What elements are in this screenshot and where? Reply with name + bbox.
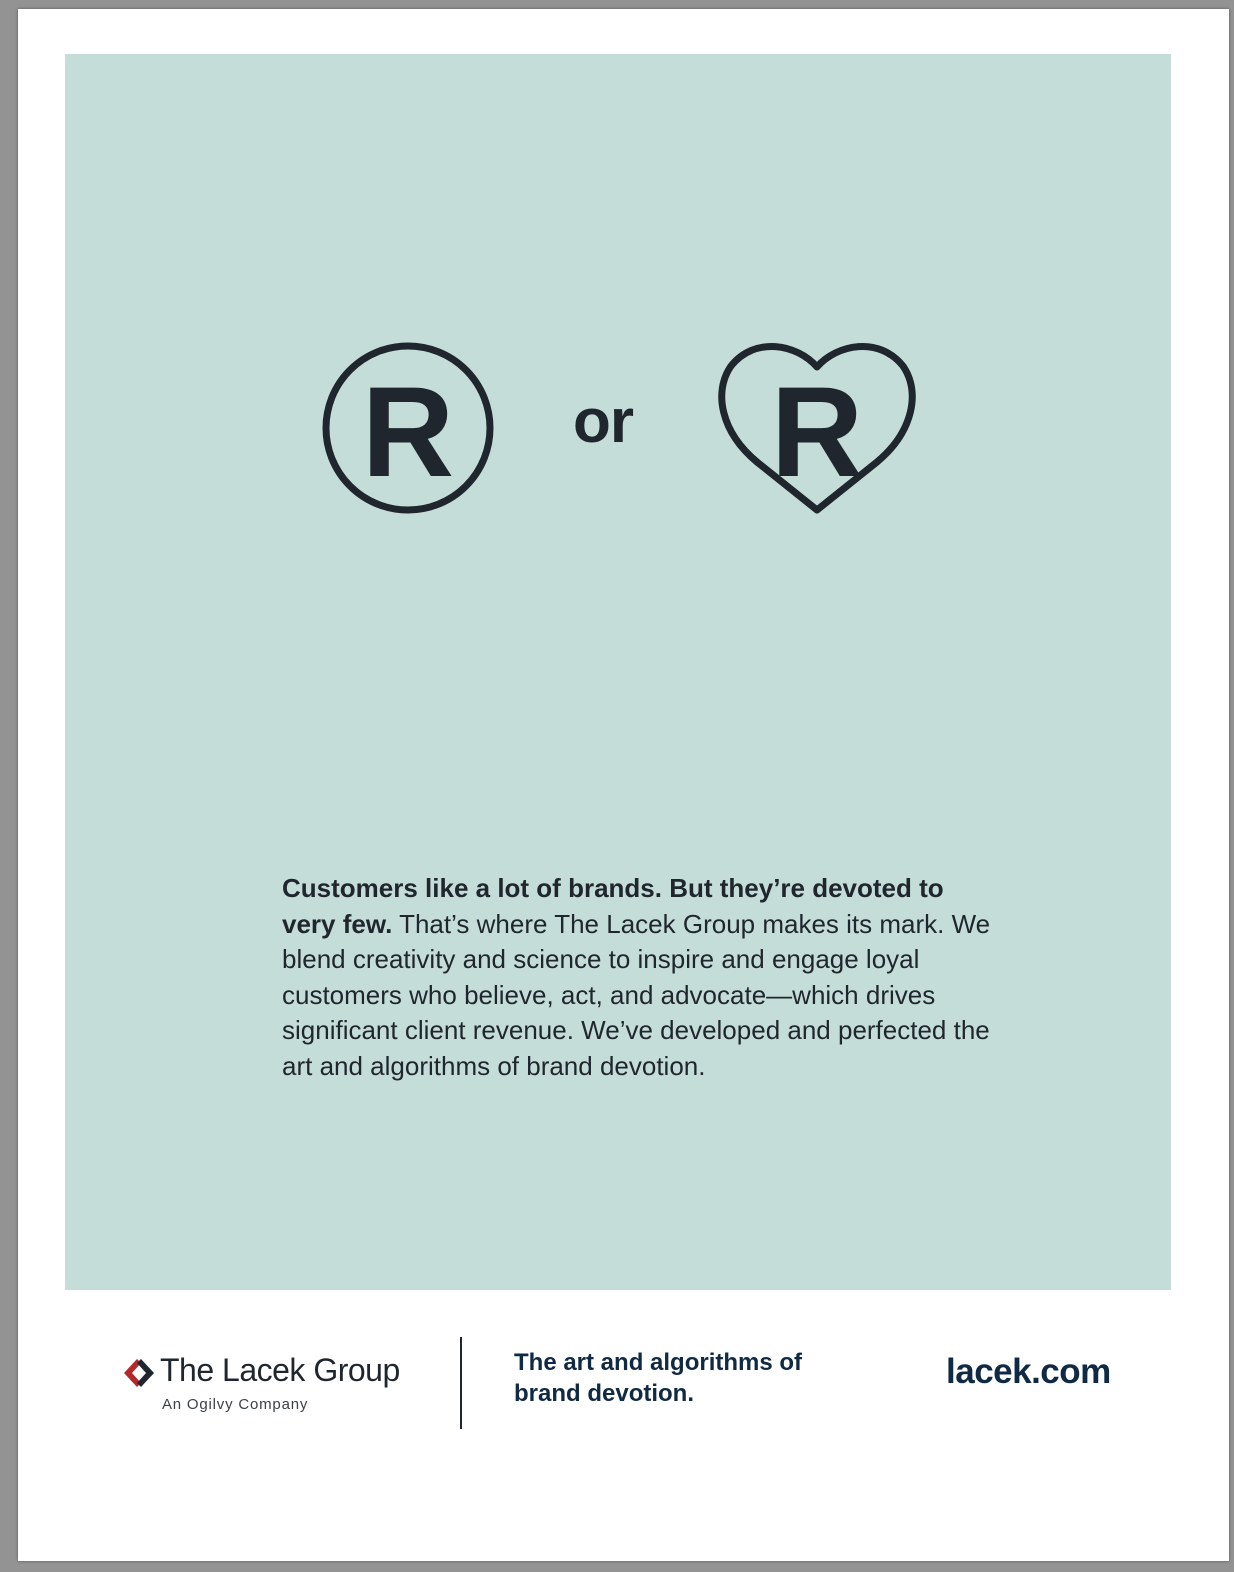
tagline	[514, 1347, 834, 1409]
footer-divider	[460, 1337, 462, 1429]
logo-name: The Lacek Group	[160, 1352, 400, 1388]
heart-r-icon	[717, 340, 917, 516]
footer	[18, 1290, 1229, 1561]
logo-subtitle: An Ogilvy Company	[162, 1396, 309, 1413]
lacek-chevron-logo-icon	[122, 1358, 156, 1388]
tagline-line-1: The art and algorithms of	[514, 1349, 803, 1376]
or-connector: or	[573, 387, 633, 456]
hero-panel	[65, 54, 1171, 1290]
body-copy	[282, 871, 1002, 1084]
lead-sentence: Customers like a lot of brands. But they’re devoted to very few.	[282, 873, 944, 939]
heart-letter: R	[770, 361, 864, 504]
website-url: lacek.com	[946, 1352, 1111, 1391]
tagline-line-2: brand devotion.	[514, 1380, 694, 1407]
ad-page	[18, 9, 1229, 1561]
body-text: That’s where The Lacek Group makes its mark. We blend creativity and science to inspire and engage loyal customers who believe, act, and advocate—which drives significant client revenue. We’ve developed and perfected the art and algorithms of brand devotion.	[282, 908, 991, 1081]
registered-mark-icon	[320, 340, 496, 516]
registered-letter: R	[361, 361, 455, 504]
